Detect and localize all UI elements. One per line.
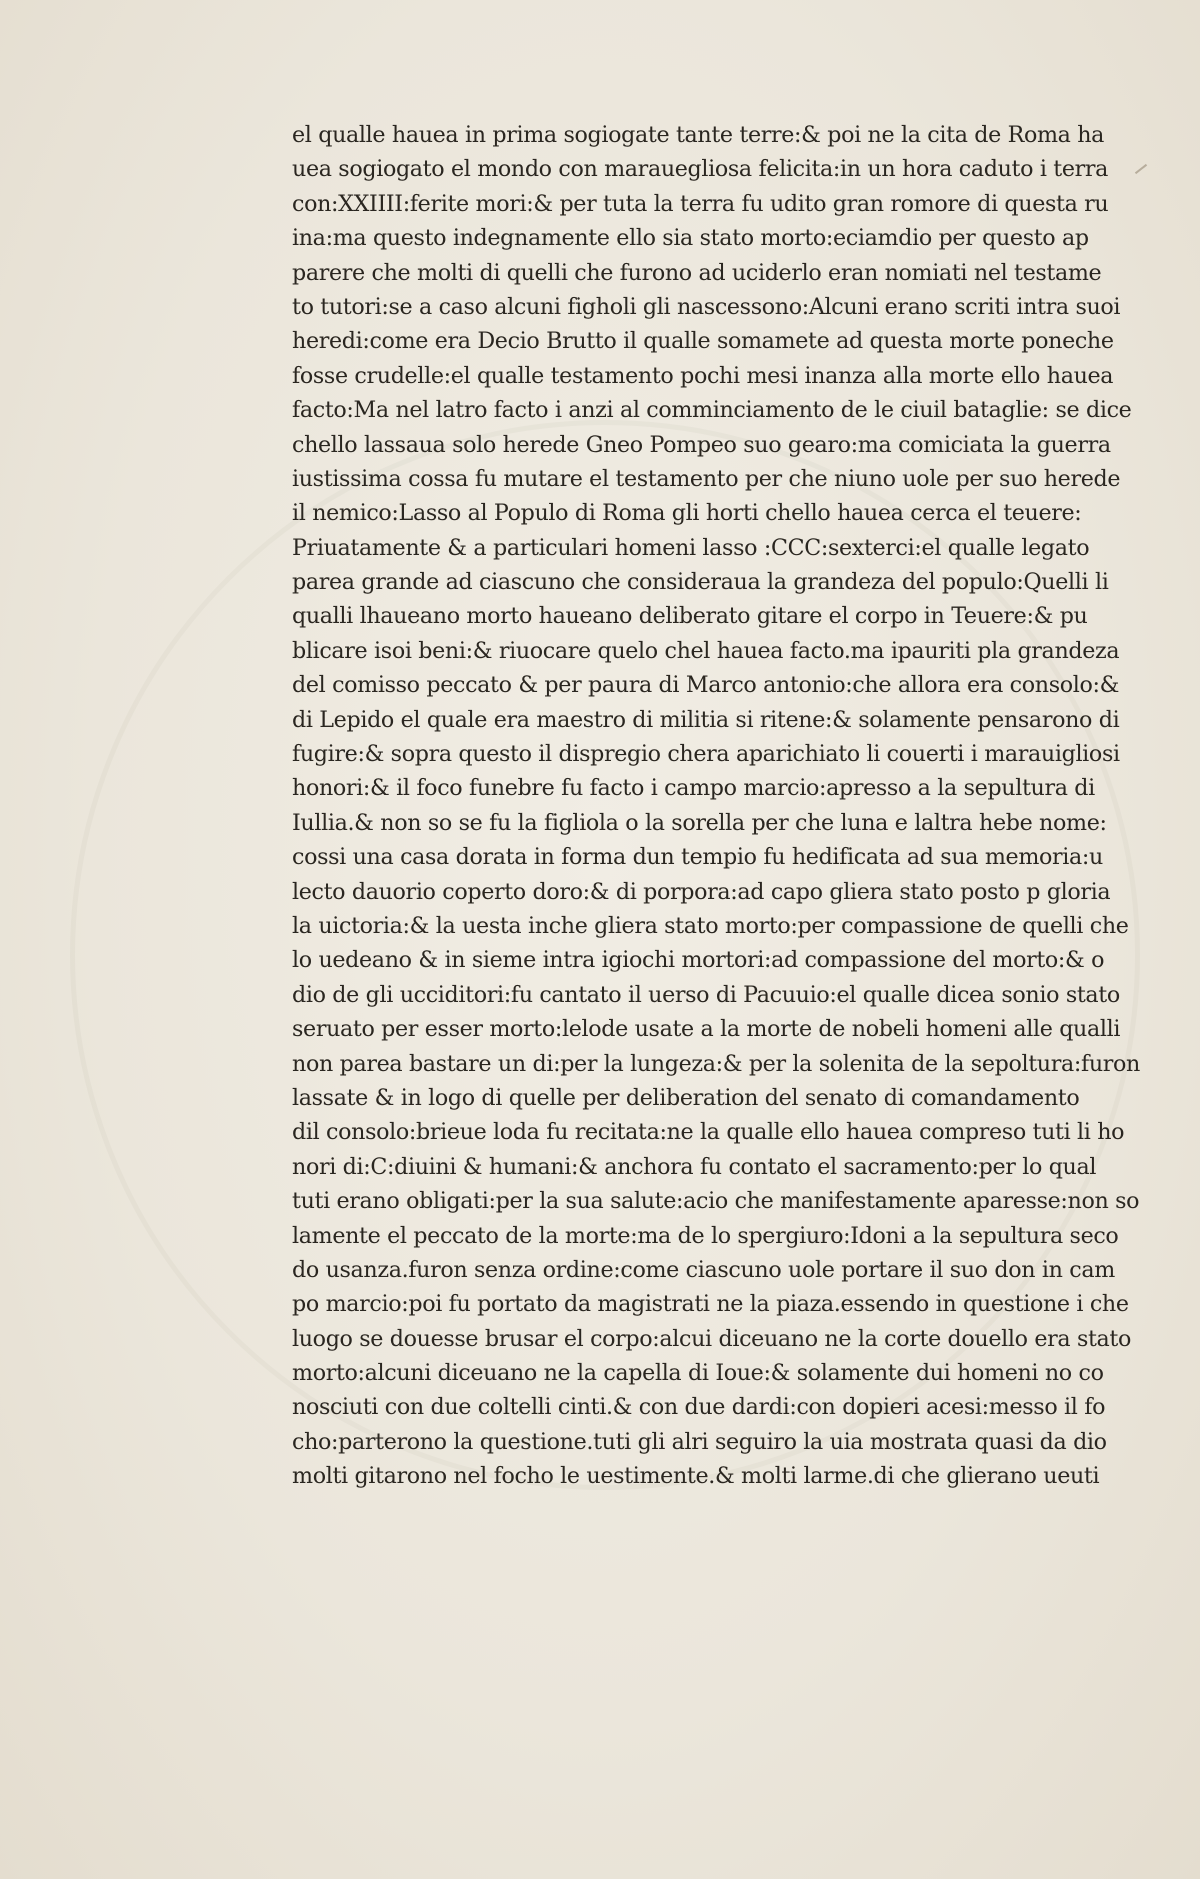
text-line: fosse crudelle:el qualle testamento pochi mesi inanza alla morte ello hauea (292, 362, 1114, 389)
text-line: po marcio:poi fu portato da magistrati ne la piaza.essendo in questione i che (292, 1291, 1129, 1318)
text-line: con:XXIIII:ferite mori:& per tuta la terra fu udito gran romore di questa ru (292, 190, 1109, 217)
text-line: nosciuti con due coltelli cinti.& con due dardi:con dopieri acesi:messo il fo (292, 1394, 1106, 1421)
text-line: to tutori:se a caso alcuni figholi gli nascessono:Alcuni erano scriti intra suoi (292, 293, 1121, 320)
text-line: blicare isoi beni:& riuocare quelo chel hauea facto.ma ipauriti pla grandeza (292, 637, 1120, 664)
text-line: el qualle hauea in prima sogiogate tante terre:& poi ne la cita de Roma ha (292, 122, 1105, 148)
text-line: fugire:& sopra questo il dispregio chera aparichiato li couerti i marauigliosi (292, 741, 1120, 768)
text-line: Priuatamente & a particulari homeni lasso :CCC:sexterci:el qualle legato (292, 534, 1090, 561)
text-line: seruato per esser morto:lelode usate a la morte de nobeli homeni alle qualli (292, 1016, 1121, 1043)
text-line: Iullia.& non so se fu la figliola o la sorella per che luna e laltra hebe nome: (292, 809, 1107, 836)
text-line: tuti erano obligati:per la sua salute:acio che manifestamente aparesse:non so (292, 1188, 1140, 1215)
text-line: nori di:C:diuini & humani:& anchora fu contato el sacramento:per lo qual (292, 1153, 1097, 1180)
text-line: honori:& il foco funebre fu facto i campo marcio:apresso a la sepultura di (292, 775, 1095, 802)
text-line: lo uedeano & in sieme intra igiochi mortori:ad compassione del morto:& o (292, 947, 1105, 974)
text-column (292, 118, 1150, 1494)
text-line: la uictoria:& la uesta inche gliera stato morto:per compassione de quelli che (292, 912, 1129, 939)
text-line: di Lepido el quale era maestro di militia si ritene:& solamente pensarono di (292, 706, 1120, 733)
text-line: dio de gli ucciditori:fu cantato il uerso di Pacuuio:el qualle dicea sonio stato (292, 981, 1120, 1008)
text-line: luogo se douesse brusar el corpo:alcui diceuano ne la corte douello era stato (292, 1325, 1132, 1352)
text-line: qualli lhaueano morto haueano deliberato gitare el corpo in Teuere:& pu (292, 603, 1088, 630)
text-line: del comisso peccato & per paura di Marco antonio:che allora era consolo:& (292, 672, 1120, 699)
text-line: do usanza.furon senza ordine:come ciascuno uole portare il suo don in cam (292, 1256, 1115, 1283)
text-line: ina:ma questo indegnamente ello sia stato morto:eciamdio per questo ap (292, 225, 1089, 252)
text-line: facto:Ma nel latro facto i anzi al comminciamento de le ciuil bataglie: se dice (292, 397, 1132, 424)
text-line: cossi una casa dorata in forma dun tempio fu hedificata ad sua memoria:u (292, 844, 1103, 871)
text-line: parea grande ad ciascuno che consideraua la grandeza del populo:Quelli li (292, 569, 1109, 596)
text-line: molti gitarono nel focho le uestimente.& molti larme.di che glierano ueuti (292, 1463, 1100, 1490)
text-line: morto:alcuni diceuano ne la capella di Ioue:& solamente dui homeni no co (292, 1360, 1104, 1387)
text-line: lecto dauorio coperto doro:& di porpora:ad capo gliera stato posto p gloria (292, 878, 1111, 905)
text-line: il nemico:Lasso al Populo di Roma gli horti chello hauea cerca el teuere: (292, 500, 1082, 527)
text-line: cho:parterono la questione.tuti gli alri seguiro la uia mostrata quasi da dio (292, 1428, 1107, 1455)
text-line: lassate & in logo di quelle per deliberation del senato di comandamento (292, 1084, 1080, 1111)
text-line: lamente el peccato de la morte:ma de lo spergiuro:Idoni a la sepultura seco (292, 1222, 1119, 1249)
text-line: parere che molti di quelli che furono ad uciderlo eran nomiati nel testame (292, 259, 1102, 286)
text-line: heredi:come era Decio Brutto il qualle somamete ad questa morte poneche (292, 328, 1114, 355)
text-line: dil consolo:brieue loda fu recitata:ne la qualle ello hauea compreso tuti li ho (292, 1119, 1125, 1146)
text-line: iustissima cossa fu mutare el testamento per che niuno uole per suo herede (292, 465, 1121, 492)
text-line: uea sogiogato el mondo con marauegliosa felicita:in un hora caduto i terra (292, 156, 1109, 183)
text-line: non parea bastare un di:per la lungeza:& per la solenita de la sepoltura:furon (292, 1050, 1141, 1077)
text-line: chello lassaua solo herede Gneo Pompeo suo gearo:ma comiciata la guerra (292, 431, 1111, 458)
